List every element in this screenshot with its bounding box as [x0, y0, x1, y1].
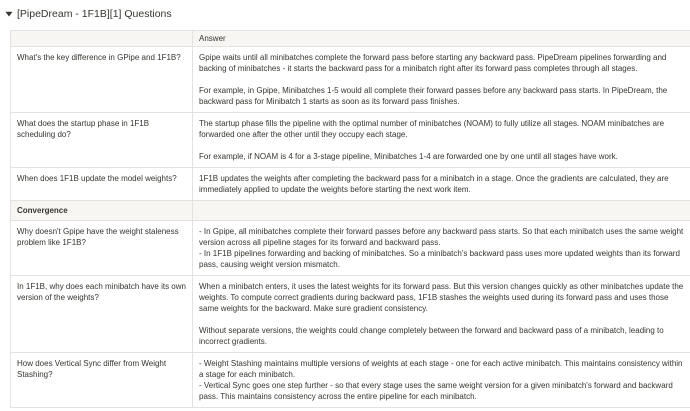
answer-paragraph: 1F1B updates the weights after completing the backward pass for a minibatch in a stage. Once the gradients are calculated, they are immediately applied to update the weights before starting the next work item.: [199, 174, 669, 194]
answer-cell[interactable]: [193, 221, 690, 276]
answer-paragraph: For example, in Gpipe, Minibatches 1-5 would all complete their forward passes before any backward pass starts. In PipeDream, the backward pass for Minibatch 1 starts as soon as its forward pass finishes.: [199, 86, 668, 106]
table-header-row: [11, 31, 690, 47]
answer-cell[interactable]: [193, 168, 690, 201]
question-cell[interactable]: Why doesn't Gpipe have the weight staleness problem like 1F1B?: [11, 221, 193, 276]
question-cell[interactable]: When does 1F1B update the model weights?: [11, 168, 193, 201]
answer-bullet: - Vertical Sync goes one step further - so that every stage uses the same weight version for a given minibatch's forward and backward pass. This maintains consistency across the entire pipeline for each minibatch.: [199, 381, 673, 401]
section-empty-cell[interactable]: [193, 201, 690, 221]
question-cell[interactable]: How does Vertical Sync differ from Weight Stashing?: [11, 353, 193, 408]
answer-paragraph: Gpipe waits until all minibatches complete the forward pass before starting any backward pass. PipeDream pipelines forwarding and backing of minibatches - it starts the backward pass for a minibatch right after its forward pass completes through all stages.: [199, 53, 667, 73]
qa-table: [10, 30, 690, 408]
header-answer-cell[interactable]: Answer: [193, 31, 690, 47]
answer-cell[interactable]: [193, 353, 690, 408]
toggle-title[interactable]: [PipeDream - 1F1B][1] Questions: [17, 8, 172, 20]
question-cell[interactable]: In 1F1B, why does each minibatch have its own version of the weights?: [11, 276, 193, 353]
answer-paragraph: The startup phase fills the pipeline with the optimal number of minibatches (NOAM) to fully utilize all stages. NOAM minibatches are forwarded one after the other until they occupy each stage.: [199, 119, 665, 139]
table-row: [11, 168, 690, 201]
answer-cell[interactable]: [193, 113, 690, 168]
answer-bullet: - In 1F1B pipelines forwarding and backing of minibatches. So a minibatch's backward pass uses more updated weights than its forward pass, causing weight version mismatch.: [199, 249, 680, 269]
triangle-down-icon[interactable]: [4, 9, 14, 19]
question-cell[interactable]: What does the startup phase in 1F1B scheduling do?: [11, 113, 193, 168]
answer-bullet: - Weight Stashing maintains multiple versions of weights at each stage - one for each active minibatch. This maintains consistency within a stage for each minibatch.: [199, 359, 683, 379]
answer-bullet: - In Gpipe, all minibatches complete their forward passes before any backward pass starts. So that each minibatch uses the same weight version across all pipeline stages for its forward and backward pass.: [199, 227, 684, 247]
question-cell[interactable]: What's the key difference in GPipe and 1F1B?: [11, 47, 193, 113]
answer-paragraph: When a minibatch enters, it uses the latest weights for its forward pass. But this version changes quickly as other minibatches update the weights. To compute correct gradients during backward pass, 1F1B stashes the weights used during its forward pass and uses those same weights for the backward. Make sure gradient consistency.: [199, 282, 684, 313]
table-row: [11, 276, 690, 353]
table-row: [11, 353, 690, 408]
table-row: [11, 221, 690, 276]
answer-paragraph: For example, if NOAM is 4 for a 3-stage pipeline, Minibatches 1-4 are forwarded one by one until all stages have work.: [199, 152, 618, 161]
toggle-block[interactable]: [4, 7, 172, 21]
header-question-cell[interactable]: [11, 31, 193, 47]
section-title-cell[interactable]: Convergence: [11, 201, 193, 221]
table-row: [11, 47, 690, 113]
answer-cell[interactable]: [193, 276, 690, 353]
section-row-convergence: [11, 201, 690, 221]
table-row: [11, 113, 690, 168]
answer-paragraph: Without separate versions, the weights could change completely between the forward and backward pass of a minibatch, leading to incorrect gradients.: [199, 326, 664, 346]
answer-cell[interactable]: [193, 47, 690, 113]
